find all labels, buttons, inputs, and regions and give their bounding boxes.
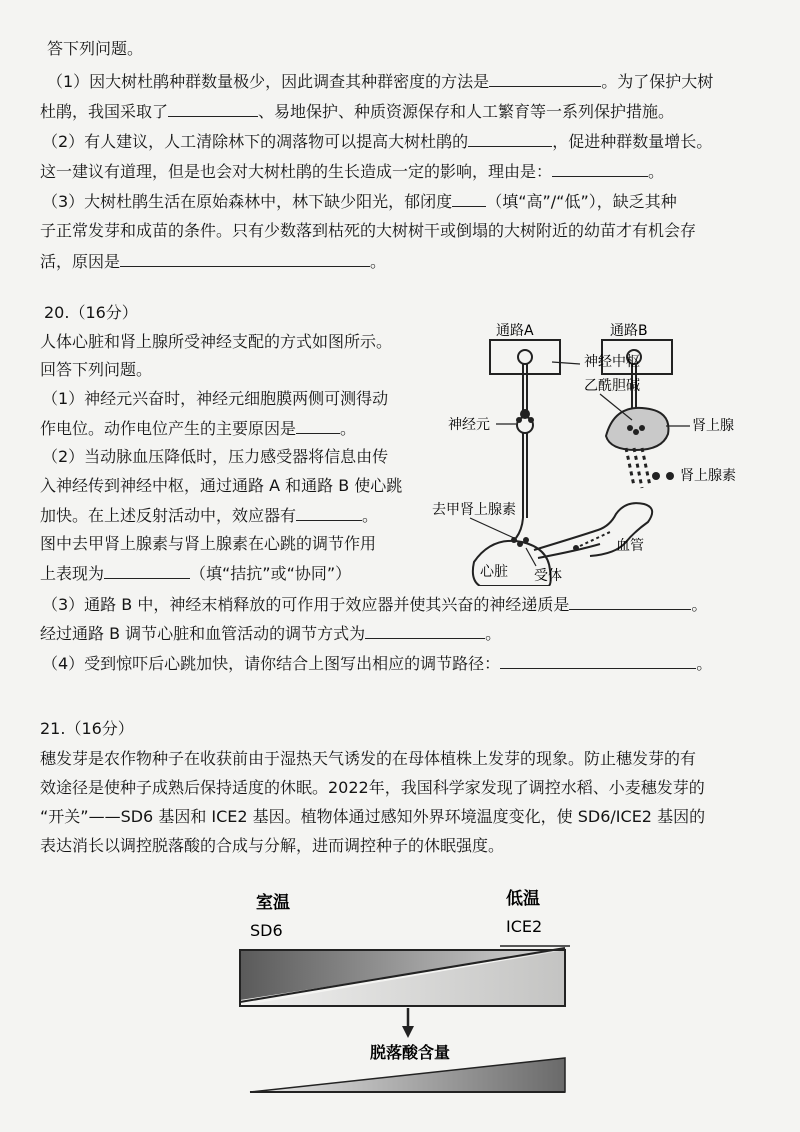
q20-line-5: （2）当动脉血压降低时，压力感受器将信息由传	[42, 447, 389, 466]
q19-part2-line1	[42, 130, 712, 153]
q21-number: 21.（16分）	[40, 719, 134, 738]
q21-line-2: 效途径是使种子成熟后保持适度的休眠。2022年，我国科学家发现了调控水稻、小麦穗发芽的	[40, 778, 705, 797]
q19-part3-line3	[40, 250, 386, 273]
q20-line-11-text-a: 经过通路 B 调节心脏和血管活动的调节方式为	[40, 624, 366, 643]
q20-blank-1[interactable]	[296, 417, 340, 434]
q19-part1-text-d: 、易地保护、种质资源保存和人工繁育等一系列保护措施。	[258, 102, 675, 121]
q19-part3-line1	[42, 190, 677, 213]
path-a-axon	[511, 364, 534, 547]
q20-line-12	[42, 652, 712, 675]
q20-blank-4[interactable]	[569, 593, 691, 610]
q19-part3-text-e: 。	[370, 252, 387, 271]
q19-blank-3[interactable]	[468, 130, 552, 147]
path-a-box	[490, 340, 560, 374]
q19-part2-text-d: 。	[648, 162, 665, 181]
q20-line-11	[40, 622, 501, 645]
q20-line-3: （1）神经元兴奋时，神经元细胞膜两侧可测得动	[42, 389, 389, 408]
label-adrenal-gland: 肾上腺	[692, 418, 734, 434]
q19-part1-text-b: 。为了保护大树	[601, 72, 714, 91]
q19-part1-text-a: （1）因大树杜鹃种群数量极少，因此调查其种群密度的方法是	[47, 72, 490, 91]
q19-part2-line2	[40, 160, 664, 183]
q19-blank-1[interactable]	[489, 70, 601, 87]
q19-blank-2[interactable]	[168, 100, 258, 117]
label-sd6: SD6	[250, 921, 283, 940]
label-receptor: 受体	[534, 568, 562, 584]
q19-part1-line2	[40, 100, 674, 123]
label-aba-content: 脱落酸含量	[370, 1043, 451, 1062]
q20-line-9-text-a: 上表现为	[40, 564, 105, 583]
label-acetylcholine: 乙酰胆碱	[584, 378, 640, 394]
q21-line-1: 穗发芽是农作物种子在收获前由于湿热天气诱发的在母体植株上发芽的现象。防止穗发芽的有	[40, 749, 697, 768]
aba-wedge	[250, 1058, 565, 1092]
q21-line-4: 表达消长以调控脱落酸的合成与分解，进而调控种子的休眠强度。	[40, 836, 505, 855]
label-low-temp: 低温	[506, 889, 540, 909]
q20-blank-3[interactable]	[104, 562, 190, 579]
q20-line-6: 入神经传到神经中枢，通过通路 A 和通路 B 使心跳	[40, 476, 403, 495]
q19-part3-text-a: （3）大树杜鹃生活在原始森林中，林下缺少阳光，郁闭度	[42, 192, 453, 211]
adrenal-gland-shape	[606, 408, 668, 450]
q20-blank-2[interactable]	[296, 504, 362, 521]
q20-line-10-text-b: 。	[691, 595, 708, 614]
label-epinephrine: 肾上腺素	[680, 468, 736, 484]
q20-blank-6[interactable]	[500, 652, 696, 669]
label-blood-vessel: 血管	[616, 538, 644, 554]
q20-line-8: 图中去甲肾上腺素与肾上腺素在心跳的调节作用	[40, 534, 377, 553]
q19-intro: 答下列问题。	[47, 39, 144, 58]
q21-line-3: “开关”——SD6 基因和 ICE2 基因。植物体通过感知外界环境温度变化，使 SD6/ICE2 基因的	[40, 807, 706, 826]
q20-line-2: 回答下列问题。	[40, 360, 153, 379]
q20-line-7-text-b: 。	[362, 506, 379, 525]
label-ice2: ICE2	[506, 917, 543, 936]
q20-line-7	[40, 504, 378, 527]
q19-part1-text-c: 杜鹃，我国采取了	[40, 102, 169, 121]
nerve-diagram	[430, 318, 760, 586]
q19-part2-text-c: 这一建议有道理，但是也会对大树杜鹃的生长造成一定的影响，理由是：	[40, 162, 553, 181]
q19-blank-5[interactable]	[452, 190, 486, 207]
label-path-a: 通路A	[496, 323, 534, 339]
q20-line-12-text-b: 。	[696, 654, 713, 673]
q20-line-10	[42, 593, 707, 616]
hormone-flow	[626, 448, 650, 488]
label-heart: 心脏	[480, 564, 508, 580]
down-arrow-icon	[402, 1008, 414, 1038]
q20-line-12-text-a: （4）受到惊吓后心跳加快，请你结合上图写出相应的调节路径：	[42, 654, 501, 673]
q19-part1-line1	[47, 70, 713, 93]
q20-line-4	[40, 417, 356, 440]
q19-blank-4[interactable]	[552, 160, 648, 177]
q20-line-4-text-a: 作电位。动作电位产生的主要原因是	[40, 419, 297, 438]
sd6-ice2-bar	[240, 946, 570, 1006]
q20-number: 20.（16分）	[44, 303, 138, 322]
label-neuron: 神经元	[448, 417, 490, 433]
q20-blank-5[interactable]	[365, 622, 485, 639]
q19-part3-text-d: 活，原因是	[40, 252, 121, 271]
q20-line-7-text-a: 加快。在上述反射活动中，效应器有	[40, 506, 297, 525]
q19-part2-text-a: （2）有人建议，人工清除林下的凋落物可以提高大树杜鹃的	[42, 132, 469, 151]
sd6-ice2-figure	[220, 880, 600, 1100]
q19-part2-text-b: ，促进种群数量增长。	[552, 132, 713, 151]
q19-part3-text-b: （填“高”/“低”），缺乏其种	[486, 192, 677, 211]
label-nerve-center: 神经中枢	[584, 354, 640, 370]
label-path-b: 通路B	[610, 323, 648, 339]
q20-line-10-text-a: （3）通路 B 中，神经末梢释放的可作用于效应器并使其兴奋的神经递质是	[42, 595, 570, 614]
q20-line-11-text-b: 。	[485, 624, 502, 643]
label-norepinephrine: 去甲肾上腺素	[432, 502, 516, 518]
label-room-temp: 室温	[256, 893, 290, 913]
q20-line-9-text-b: （填“拮抗”或“协同”）	[190, 564, 352, 583]
q19-blank-6[interactable]	[120, 250, 370, 267]
q20-line-4-text-b: 。	[340, 419, 357, 438]
q20-line-9	[40, 562, 351, 585]
q19-part3-line2: 子正常发芽和成苗的条件。只有少数落到枯死的大树树干或倒塌的大树附近的幼苗才有机会存	[40, 221, 697, 240]
q20-line-1: 人体心脏和肾上腺所受神经支配的方式如图所示。	[40, 332, 393, 351]
